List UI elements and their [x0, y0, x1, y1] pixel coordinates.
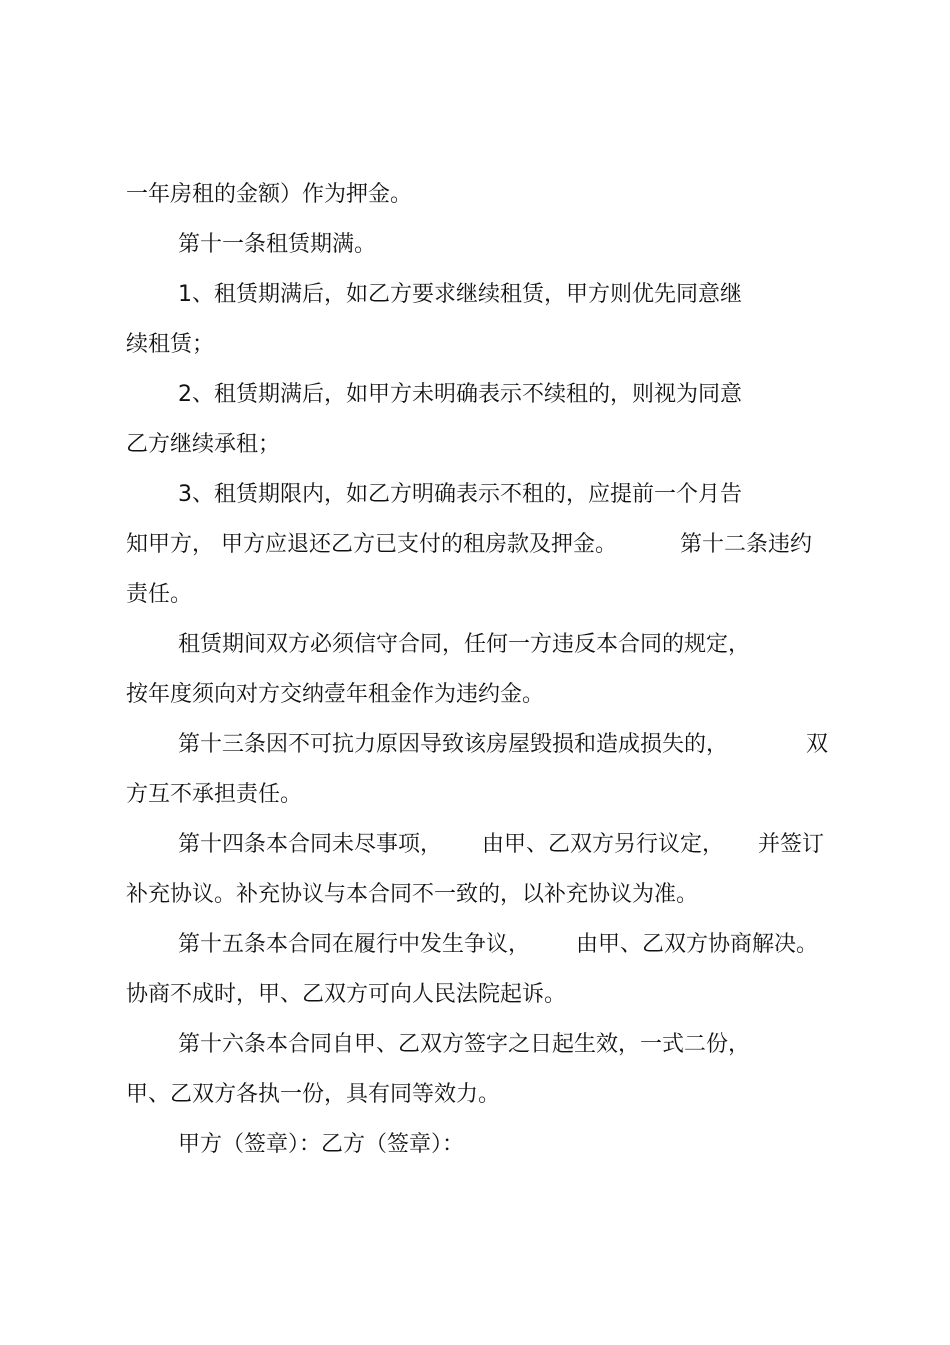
text-line: 按年度须向对方交纳壹年租金作为违约金。: [126, 682, 545, 707]
text-line: 一年房租的金额）作为押金。: [126, 182, 413, 207]
text-line: 由甲、乙双方协商解决。: [576, 932, 819, 957]
text-line: 第十五条本合同在履行中发生争议，: [178, 932, 531, 957]
section-heading: 第十二条违约: [680, 532, 813, 557]
text-line: 1、租赁期满后，如乙方要求继续租赁，甲方则优先同意继: [178, 282, 742, 307]
text-line: 由甲、乙双方另行议定，: [482, 832, 725, 857]
text-line: 双: [806, 732, 829, 757]
text-line: 租赁期间双方必须信守合同，任何一方违反本合同的规定，: [178, 632, 751, 657]
text-line: 并签订: [758, 832, 825, 857]
text-line: 知甲方， 甲方应退还乙方已支付的租房款及押金。: [126, 532, 617, 557]
text-line: 2、租赁期满后，如甲方未明确表示不续租的，则视为同意: [178, 382, 742, 407]
text-line: 第十四条本合同未尽事项，: [178, 832, 443, 857]
text-line: 第十三条因不可抗力原因导致该房屋毁损和造成损失的，: [178, 732, 729, 757]
text-line: 第十六条本合同自甲、乙双方签字之日起生效，一式二份，: [178, 1032, 751, 1057]
text-line: 补充协议。补充协议与本合同不一致的，以补充协议为准。: [126, 882, 699, 907]
text-line: 甲、乙双方各执一份，具有同等效力。: [126, 1082, 501, 1107]
text-line: 方互不承担责任。: [126, 782, 303, 807]
signature-line: 甲方（签章）：乙方（签章）：: [178, 1132, 465, 1157]
section-heading: 第十一条租赁期满。: [178, 232, 377, 257]
text-line: 3、租赁期限内，如乙方明确表示不租的，应提前一个月告: [178, 482, 742, 507]
text-line: 续租赁；: [126, 332, 215, 357]
text-line: 乙方继续承租；: [126, 432, 281, 457]
text-line: 协商不成时，甲、乙双方可向人民法院起诉。: [126, 982, 567, 1007]
text-line: 责任。: [126, 582, 193, 607]
